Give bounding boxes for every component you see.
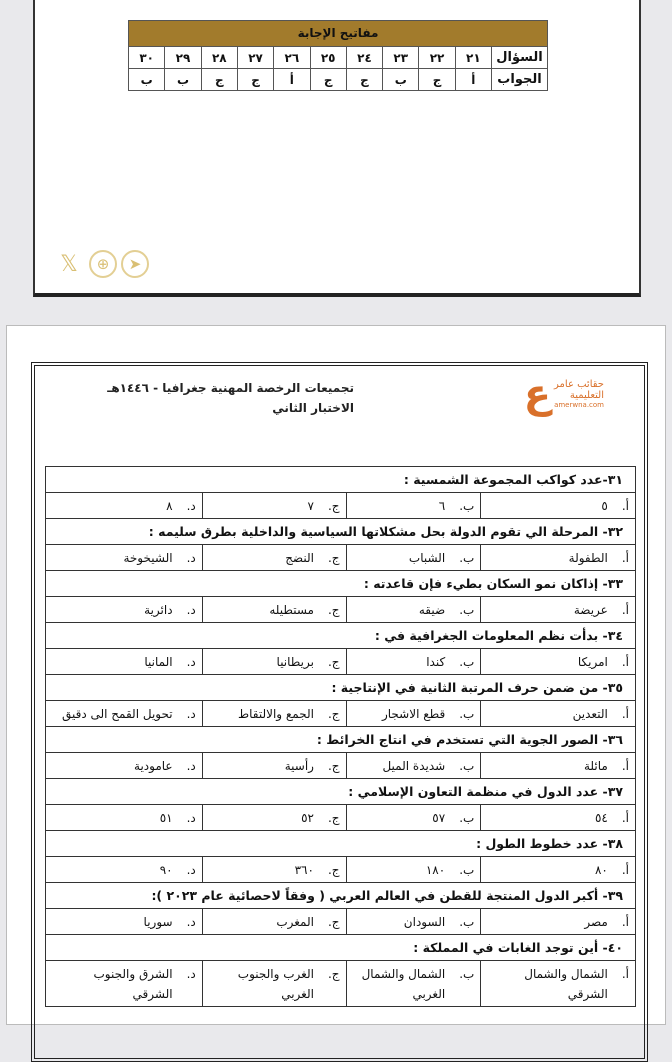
option-cell[interactable] bbox=[46, 701, 203, 727]
option-cell[interactable] bbox=[346, 545, 481, 571]
question-text: ٣٦- الصور الجوية التي تستخدم في انتاج الخرائط : bbox=[46, 727, 636, 753]
question-row bbox=[46, 727, 636, 753]
option-letter: ب. bbox=[459, 758, 475, 773]
option-cell[interactable] bbox=[46, 649, 203, 675]
option-cell[interactable] bbox=[346, 493, 481, 519]
option-text: سوريا bbox=[143, 914, 173, 929]
option-letter: د. bbox=[186, 862, 196, 877]
option-letter: ب. bbox=[459, 706, 475, 721]
key-answer: أ bbox=[274, 69, 310, 91]
question-text: ٣٥- من ضمن حرف المرتبة الثانية في الإنتاجية : bbox=[46, 675, 636, 701]
key-answer: ب bbox=[165, 69, 201, 91]
option-letter: د. bbox=[186, 914, 196, 929]
option-text: الشرق والجنوب الشرقي bbox=[93, 967, 173, 1001]
option-text: ٦ bbox=[438, 498, 446, 513]
option-text: المانيا bbox=[144, 654, 173, 669]
exam-page bbox=[6, 325, 666, 1025]
question-text: ٣٣- إذاكان نمو السكان بطيء فإن قاعدته : bbox=[46, 571, 636, 597]
option-cell[interactable] bbox=[46, 857, 203, 883]
option-cell[interactable] bbox=[46, 545, 203, 571]
answer-label: الجواب bbox=[492, 69, 548, 91]
option-text: كندا bbox=[426, 654, 446, 669]
option-letter: ج. bbox=[327, 602, 340, 617]
option-cell[interactable] bbox=[481, 597, 636, 623]
option-text: ٥٤ bbox=[594, 810, 608, 825]
option-letter: ج. bbox=[327, 758, 340, 773]
option-letter: أ. bbox=[621, 810, 629, 825]
option-letter: د. bbox=[186, 498, 196, 513]
question-row bbox=[46, 883, 636, 909]
logo bbox=[523, 371, 604, 417]
option-text: السودان bbox=[403, 914, 446, 929]
option-letter: أ. bbox=[621, 914, 629, 929]
option-letter: أ. bbox=[621, 967, 629, 981]
page-frame bbox=[31, 362, 648, 1062]
key-question-number: ٢٥ bbox=[310, 47, 346, 69]
option-letter: ب. bbox=[459, 602, 475, 617]
question-row bbox=[46, 571, 636, 597]
option-letter: د. bbox=[186, 654, 196, 669]
option-letter: ج. bbox=[327, 810, 340, 825]
option-letter: ج. bbox=[327, 914, 340, 929]
logo-line1: حقائب عامر bbox=[554, 379, 604, 390]
key-question-number: ٣٠ bbox=[129, 47, 165, 69]
question-text: ٣٢- المرحلة الي تقوم الدولة بحل مشكلاتها السياسية والداخلية بطرق سليمه : bbox=[46, 519, 636, 545]
option-letter: ج. bbox=[327, 550, 340, 565]
option-letter: د. bbox=[186, 810, 196, 825]
option-letter: ب. bbox=[459, 967, 475, 981]
question-text: ٣٩- أكبر الدول المنتجة للقطن في العالم العربي ( وفقاً لاحصائية عام ٢٠٢٣ ): bbox=[46, 883, 636, 909]
option-cell[interactable] bbox=[481, 805, 636, 831]
option-letter: ب. bbox=[459, 654, 475, 669]
question-row bbox=[46, 675, 636, 701]
option-cell[interactable] bbox=[346, 857, 481, 883]
question-row bbox=[46, 779, 636, 805]
option-text: عامودية bbox=[134, 758, 173, 773]
option-text: التعدين bbox=[572, 706, 608, 721]
option-cell[interactable] bbox=[346, 597, 481, 623]
option-text: الجمع والالتقاط bbox=[238, 706, 314, 721]
option-letter: ج. bbox=[327, 498, 340, 513]
option-cell[interactable] bbox=[346, 753, 481, 779]
x-icon[interactable]: 𝕏 bbox=[60, 251, 78, 277]
key-question-number: ٢٧ bbox=[237, 47, 273, 69]
option-text: مائلة bbox=[584, 758, 608, 773]
key-question-number: ٢٩ bbox=[165, 47, 201, 69]
option-cell[interactable] bbox=[202, 857, 346, 883]
option-text: ٩٠ bbox=[159, 862, 173, 877]
option-letter: ب. bbox=[459, 810, 475, 825]
option-letter: أ. bbox=[621, 602, 629, 617]
option-letter: أ. bbox=[621, 706, 629, 721]
telegram-icon[interactable]: ➤ bbox=[121, 250, 149, 278]
key-answer: ج bbox=[419, 69, 455, 91]
option-text: الشمال والشمال الغربي bbox=[361, 967, 446, 1001]
option-cell[interactable] bbox=[481, 545, 636, 571]
option-letter: د. bbox=[186, 706, 196, 721]
option-cell[interactable] bbox=[202, 649, 346, 675]
question-text: ٣١-عدد كواكب المجموعة الشمسية : bbox=[46, 467, 636, 493]
option-letter: أ. bbox=[621, 862, 629, 877]
option-cell[interactable] bbox=[46, 909, 203, 935]
options-row bbox=[46, 597, 636, 623]
option-text: ٨ bbox=[166, 498, 173, 513]
option-cell[interactable] bbox=[346, 909, 481, 935]
question-text: ٣٨- عدد خطوط الطول : bbox=[46, 831, 636, 857]
question-text: ٣٧- عدد الدول في منظمة التعاون الإسلامي : bbox=[46, 779, 636, 805]
option-cell[interactable] bbox=[481, 909, 636, 935]
exam-subtitle: الاختبار الثاني bbox=[272, 401, 354, 415]
option-text: عريضة bbox=[573, 602, 608, 617]
option-cell[interactable] bbox=[346, 805, 481, 831]
option-letter: ب. bbox=[459, 550, 475, 565]
question-text: ٤٠- أين توجد الغابات في المملكة : bbox=[46, 935, 636, 961]
option-text: ٥٧ bbox=[432, 810, 446, 825]
option-letter: د. bbox=[186, 550, 196, 565]
key-answer: ج bbox=[310, 69, 346, 91]
option-text: ٨٠ bbox=[594, 862, 608, 877]
option-text: المغرب bbox=[276, 914, 314, 929]
question-row bbox=[46, 623, 636, 649]
logo-line2: التعليمية bbox=[569, 390, 604, 401]
option-letter: ب. bbox=[459, 498, 475, 513]
option-letter: د. bbox=[186, 967, 196, 981]
option-text: امريكا bbox=[577, 654, 608, 669]
option-cell[interactable] bbox=[202, 493, 346, 519]
option-letter: ج. bbox=[327, 967, 340, 981]
key-answer: ج bbox=[201, 69, 237, 91]
question-row bbox=[46, 519, 636, 545]
option-letter: د. bbox=[186, 602, 196, 617]
key-answer: ج bbox=[237, 69, 273, 91]
option-text: ٧ bbox=[307, 498, 314, 513]
option-letter: أ. bbox=[621, 758, 629, 773]
social-links bbox=[53, 250, 149, 278]
option-letter: ب. bbox=[459, 862, 475, 877]
option-text: بريطانيا bbox=[276, 654, 314, 669]
option-text: ٥ bbox=[601, 498, 608, 513]
key-question-number: ٢٨ bbox=[201, 47, 237, 69]
option-cell[interactable] bbox=[46, 753, 203, 779]
options-row bbox=[46, 857, 636, 883]
key-answer: أ bbox=[455, 69, 491, 91]
question-row bbox=[46, 831, 636, 857]
option-letter: ج. bbox=[327, 706, 340, 721]
question-label: السؤال bbox=[492, 47, 548, 69]
option-cell[interactable] bbox=[481, 753, 636, 779]
key-answer: ج bbox=[346, 69, 382, 91]
options-row bbox=[46, 753, 636, 779]
option-cell[interactable] bbox=[46, 597, 203, 623]
option-text: دائرية bbox=[144, 602, 173, 617]
option-letter: ج. bbox=[327, 862, 340, 877]
logo-mark-icon: ع bbox=[523, 371, 552, 417]
question-row bbox=[46, 467, 636, 493]
option-letter: أ. bbox=[621, 550, 629, 565]
option-text: ١٨٠ bbox=[425, 862, 446, 877]
options-row bbox=[46, 493, 636, 519]
option-cell[interactable] bbox=[346, 649, 481, 675]
globe-icon[interactable]: ⊕ bbox=[89, 250, 117, 278]
questions-table bbox=[45, 466, 636, 1007]
option-letter: أ. bbox=[621, 498, 629, 513]
options-row bbox=[46, 805, 636, 831]
logo-url: amerwna.com bbox=[554, 401, 604, 409]
doc-title bbox=[107, 378, 354, 418]
option-letter: د. bbox=[186, 758, 196, 773]
option-cell[interactable] bbox=[202, 545, 346, 571]
key-answer: ب bbox=[383, 69, 419, 91]
option-text: رأسية bbox=[284, 758, 314, 773]
option-text: قطع الاشجار bbox=[381, 706, 446, 721]
option-text: مستطيله bbox=[269, 602, 314, 617]
option-cell[interactable] bbox=[346, 701, 481, 727]
option-cell[interactable] bbox=[481, 857, 636, 883]
option-cell[interactable] bbox=[202, 701, 346, 727]
key-answer: ب bbox=[129, 69, 165, 91]
option-text: مصر bbox=[584, 914, 608, 929]
option-text: الشمال والشمال الشرقي bbox=[524, 967, 608, 1001]
option-cell[interactable] bbox=[202, 805, 346, 831]
answer-key-title: مفاتيح الإجابة bbox=[129, 21, 548, 47]
option-letter: أ. bbox=[621, 654, 629, 669]
option-text: ٣٦٠ bbox=[294, 862, 314, 877]
option-text: ضيقه bbox=[418, 602, 446, 617]
option-text: النضج bbox=[285, 550, 314, 565]
option-cell[interactable] bbox=[202, 597, 346, 623]
key-question-number: ٢١ bbox=[455, 47, 491, 69]
option-text: الشيخوخة bbox=[123, 550, 173, 565]
option-letter: ج. bbox=[327, 654, 340, 669]
option-cell[interactable] bbox=[202, 909, 346, 935]
options-row bbox=[46, 701, 636, 727]
key-question-number: ٢٦ bbox=[274, 47, 310, 69]
option-text: الطفولة bbox=[568, 550, 608, 565]
option-cell[interactable] bbox=[481, 701, 636, 727]
answer-key-table bbox=[128, 20, 548, 91]
options-row bbox=[46, 545, 636, 571]
option-text: ٥١ bbox=[159, 810, 173, 825]
option-text: شديدة الميل bbox=[382, 758, 446, 773]
key-question-number: ٢٣ bbox=[383, 47, 419, 69]
options-row bbox=[46, 909, 636, 935]
option-cell[interactable] bbox=[46, 493, 203, 519]
question-row bbox=[46, 935, 636, 961]
option-cell[interactable] bbox=[202, 753, 346, 779]
key-question-number: ٢٤ bbox=[346, 47, 382, 69]
exam-title: تجميعات الرخصة المهنية جغرافيا - ١٤٤٦هـ bbox=[107, 381, 354, 395]
option-cell[interactable] bbox=[481, 649, 636, 675]
key-question-number: ٢٢ bbox=[419, 47, 455, 69]
option-cell[interactable] bbox=[46, 805, 203, 831]
option-text: ٥٢ bbox=[301, 810, 314, 825]
option-text: الشباب bbox=[408, 550, 446, 565]
question-text: ٣٤- بدأت نظم المعلومات الجغرافية في : bbox=[46, 623, 636, 649]
option-text: الغرب والجنوب الغربي bbox=[237, 967, 314, 1001]
option-letter: ب. bbox=[459, 914, 475, 929]
options-row bbox=[46, 649, 636, 675]
answer-key-page bbox=[33, 0, 641, 297]
option-cell[interactable] bbox=[481, 493, 636, 519]
option-text: تحويل القمح الى دقيق bbox=[61, 706, 173, 721]
